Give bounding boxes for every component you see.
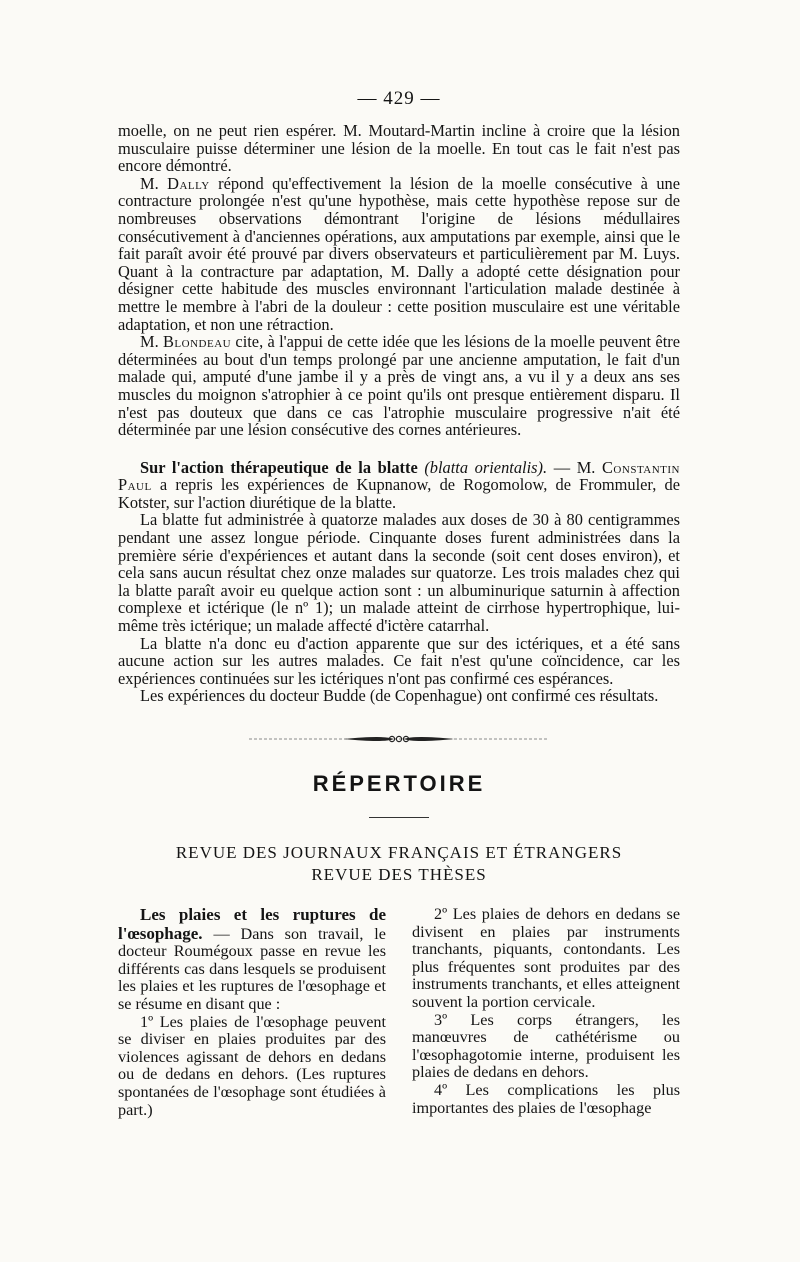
- paragraph-blatte-ictere: La blatte n'a donc eu d'action apparente que sur des ictériques, et a été sans aucune action sur les autres malades. Ce fait n'est qu'une coïncidence, car les expériences continuées sur les ictériques n'ont pas confirmé ces espérances.: [118, 633, 680, 688]
- paragraph-blatte-doses: La blatte fut administrée à quatorze malades aux doses de 30 à 80 centigrammes pendant une assez longue période. Cinquante doses furent administrées dans la première série d'expériences et autant dans la seconde (soit cent doses environ), et cela sans aucun résultat chez onze malades sur quatorze. Les trois malades chez qui la blatte paraît avoir eu quelque action sont : un albuminurique saturnin à affection complexe et ictérique (le nº 1); un malade atteint de cirrhose hypertrophique, lui-même très ictérique; un malade affecté d'ictère catarrhal.: [118, 510, 680, 636]
- oesophage-item-1: 1º Les plaies de l'œsophage peuvent se diviser en plaies produites par des violences agissant de dehors en dedans ou de dedans en dehors. (Les ruptures spontanées de l'œsophage sont étudiées à part.): [118, 1012, 386, 1119]
- oesophage-intro-text: — Dans son travail, le docteur Roumégoux passe en revue les différents cas dans lesquels se produisent les plaies et les ruptures de l'œsophage et se résume en disant que :: [118, 924, 386, 1013]
- monsieur: M.: [576, 457, 596, 477]
- paragraph-dally-text: répond qu'effectivement la lésion de la moelle consécutive à une contracture prolongée n'est qu'une hypothèse, mais cette hypothèse repose sur de nombreuses observations démontrant l'origine de lésions médullaires consécutivement à d'anciennes opérations, aux amputations par exemple, ainsi que le fait paraît avoir été prouvé par divers observateurs et particulièrement par M. Luys. Quant à la contracture par adaptation, M. Dally a adopté cette désignation pour désigner cette habitude des muscles environnant l'articulation malade destinée à mettre le membre à l'abri de la douleur : cette position musculaire est une véritable adaptation, et non une rétraction.: [118, 173, 680, 334]
- oesophage-item-4: 4º Les complications les plus importantes des plaies de l'œsophage: [412, 1080, 680, 1117]
- latin-name: (blatta orientalis).: [424, 457, 548, 477]
- oesophage-intro: [118, 906, 386, 1014]
- page-number: — 429 —: [357, 88, 441, 109]
- oesophage-title: Les plaies et les ruptures de l'œsophage.: [118, 905, 386, 943]
- dash: —: [553, 457, 571, 477]
- revue-journaux: REVUE DES JOURNAUX FRANÇAIS ET ÉTRANGERS: [175, 843, 623, 862]
- section-blatte: [118, 459, 680, 512]
- monsieur: M.: [140, 173, 159, 193]
- author-constantin-paul: Constantin Paul: [118, 457, 680, 495]
- page: [118, 88, 680, 1119]
- author-blondeau: Blondeau: [163, 332, 232, 352]
- paragraph-blondeau-text: cite, à l'appui de cette idée que les lésions de la moelle peuvent être déterminées au bout d'un temps prolongé par une ancienne amputation, le fait d'un malade qui, amputé d'une jambe il y a près de vingt ans, a vu il y a deux ans ses muscles du moignon s'atrophier à ce point qu'ils ont presque entièrement disparu. Il n'est pas douteux que dans ce cas l'atrophie musculaire progressive n'ait été déterminée par une lésion consécutive des cornes antérieures.: [118, 332, 680, 440]
- two-columns: [118, 906, 680, 1119]
- column-left: [118, 906, 386, 1119]
- blatte-intro: a repris les expériences de Kupnanow, de Rogomolow, de Frommuler, de Kotster, sur l'action diurétique de la blatte.: [118, 475, 680, 512]
- repertoire-heading: RÉPERTOIRE: [312, 771, 486, 796]
- paragraph-budde: Les expériences du docteur Budde (de Copenhague) ont confirmé ces résultats.: [140, 686, 659, 706]
- oesophage-item-2: 2º Les plaies de dehors en dedans se divisent en plaies par instruments tranchants, piquants, contondants. Les plus fréquentes sont produites par des instruments tranchants, et elles atteignent souvent la portion cervicale.: [412, 905, 680, 1011]
- ornament-divider: [118, 731, 680, 749]
- author-dally: Dally: [167, 173, 210, 193]
- revue-theses: REVUE DES THÈSES: [311, 865, 487, 884]
- monsieur: M.: [140, 332, 159, 352]
- paragraph-blondeau: [118, 333, 680, 439]
- heading-rule: [369, 817, 429, 818]
- column-right: [412, 906, 680, 1119]
- section-title: Sur l'action thérapeutique de la blatte: [140, 457, 418, 477]
- paragraph-moelle: moelle, on ne peut rien espérer. M. Moutard-Martin incline à croire que la lésion musculaire puisse déterminer une lésion de la moelle. En tout cas le fait n'est pas encore démontré.: [118, 121, 680, 176]
- oesophage-item-3: 3º Les corps étrangers, les manœuvres de cathétérisme ou l'œsophagotomie interne, produisent les plaies de dedans en dehors.: [412, 1010, 680, 1082]
- paragraph-dally: [118, 175, 680, 333]
